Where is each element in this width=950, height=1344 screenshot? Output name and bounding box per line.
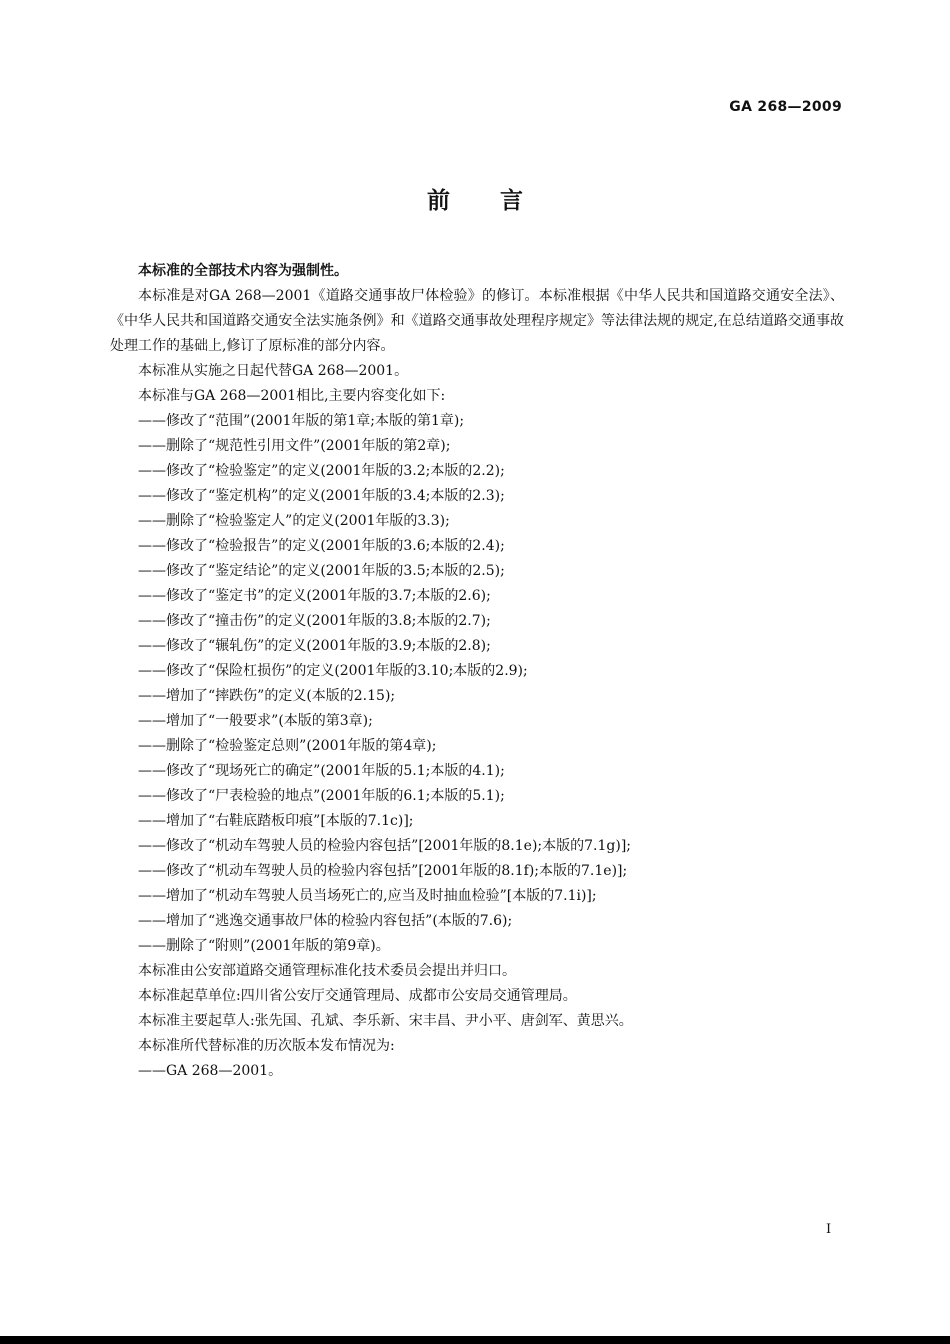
proposed-by: 本标准由公安部道路交通管理标准化技术委员会提出并归口。: [138, 963, 516, 979]
list-item: ——删除了“检验鉴定总则”(2001年版的第4章);: [138, 738, 437, 754]
changes-list: [110, 409, 844, 959]
list-item: ——删除了“检验鉴定人”的定义(2001年版的3.3);: [138, 513, 450, 529]
list-item: ——删除了“规范性引用文件”(2001年版的第2章);: [138, 438, 451, 454]
standard-code: GA 268—2009: [729, 99, 842, 115]
list-item: ——修改了“保险杠损伤”的定义(2001年版的3.10;本版的2.9);: [138, 663, 528, 679]
list-item: ——修改了“机动车驾驶人员的检验内容包括”[2001年版的8.1f);本版的7.1e)];: [138, 863, 628, 879]
list-item: ——修改了“范围”(2001年版的第1章;本版的第1章);: [138, 413, 465, 429]
list-item: ——增加了“摔跌伤”的定义(本版的2.15);: [138, 688, 396, 704]
list-item: ——增加了“一般要求”(本版的第3章);: [138, 713, 373, 729]
list-item: ——修改了“机动车驾驶人员的检验内容包括”[2001年版的8.1e);本版的7.1g)];: [138, 838, 631, 854]
list-item: ——增加了“逃逸交通事故尸体的检验内容包括”(本版的7.6);: [138, 913, 513, 929]
foreword-body: [110, 259, 844, 1084]
history-item: ——GA 268—2001。: [138, 1063, 283, 1079]
mandatory-statement: 本标准的全部技术内容为强制性。: [138, 263, 348, 279]
list-item: ——修改了“鉴定书”的定义(2001年版的3.7;本版的2.6);: [138, 588, 491, 604]
list-item: ——修改了“辗轧伤”的定义(2001年版的3.9;本版的2.8);: [138, 638, 491, 654]
list-item: ——修改了“现场死亡的确定”(2001年版的5.1;本版的4.1);: [138, 763, 505, 779]
list-item: ——修改了“检验报告”的定义(2001年版的3.6;本版的2.4);: [138, 538, 505, 554]
list-item: ——修改了“尸表检验的地点”(2001年版的6.1;本版的5.1);: [138, 788, 505, 804]
list-item: ——修改了“撞击伤”的定义(2001年版的3.8;本版的2.7);: [138, 613, 491, 629]
list-item: ——修改了“鉴定机构”的定义(2001年版的3.4;本版的2.3);: [138, 488, 505, 504]
page-title: 前言: [427, 188, 573, 214]
list-item: ——修改了“检验鉴定”的定义(2001年版的3.2;本版的2.2);: [138, 463, 505, 479]
revision-paragraph: 本标准是对GA 268—2001《道路交通事故尸体检验》的修订。本标准根据《中华人民共和国道路交通安全法》、《中华人民共和国道路交通安全法实施条例》和《道路交通事故处理程序规定》等法律法规的规定,在总结道路交通事故处理工作的基础上,修订了原标准的部分内容。: [110, 288, 844, 354]
list-item: ——增加了“机动车驾驶人员当场死亡的,应当及时抽血检验”[本版的7.1i)];: [138, 888, 597, 904]
list-item: ——增加了“右鞋底踏板印痕”[本版的7.1c)];: [138, 813, 414, 829]
page-number: I: [826, 1222, 832, 1237]
drafters: 本标准主要起草人:张先国、孔斌、李乐新、宋丰昌、尹小平、唐剑军、黄思兴。: [138, 1013, 633, 1029]
changes-intro: 本标准与GA 268—2001相比,主要内容变化如下:: [138, 388, 446, 404]
list-item: ——删除了“附则”(2001年版的第9章)。: [138, 938, 390, 954]
replaces-paragraph: 本标准从实施之日起代替GA 268—2001。: [138, 363, 409, 379]
history-list: [110, 1059, 844, 1084]
drafting-units: 本标准起草单位:四川省公安厅交通管理局、成都市公安局交通管理局。: [138, 988, 577, 1004]
history-intro: 本标准所代替标准的历次版本发布情况为:: [138, 1038, 395, 1054]
list-item: ——修改了“鉴定结论”的定义(2001年版的3.5;本版的2.5);: [138, 563, 505, 579]
bottom-border: [0, 1336, 950, 1344]
